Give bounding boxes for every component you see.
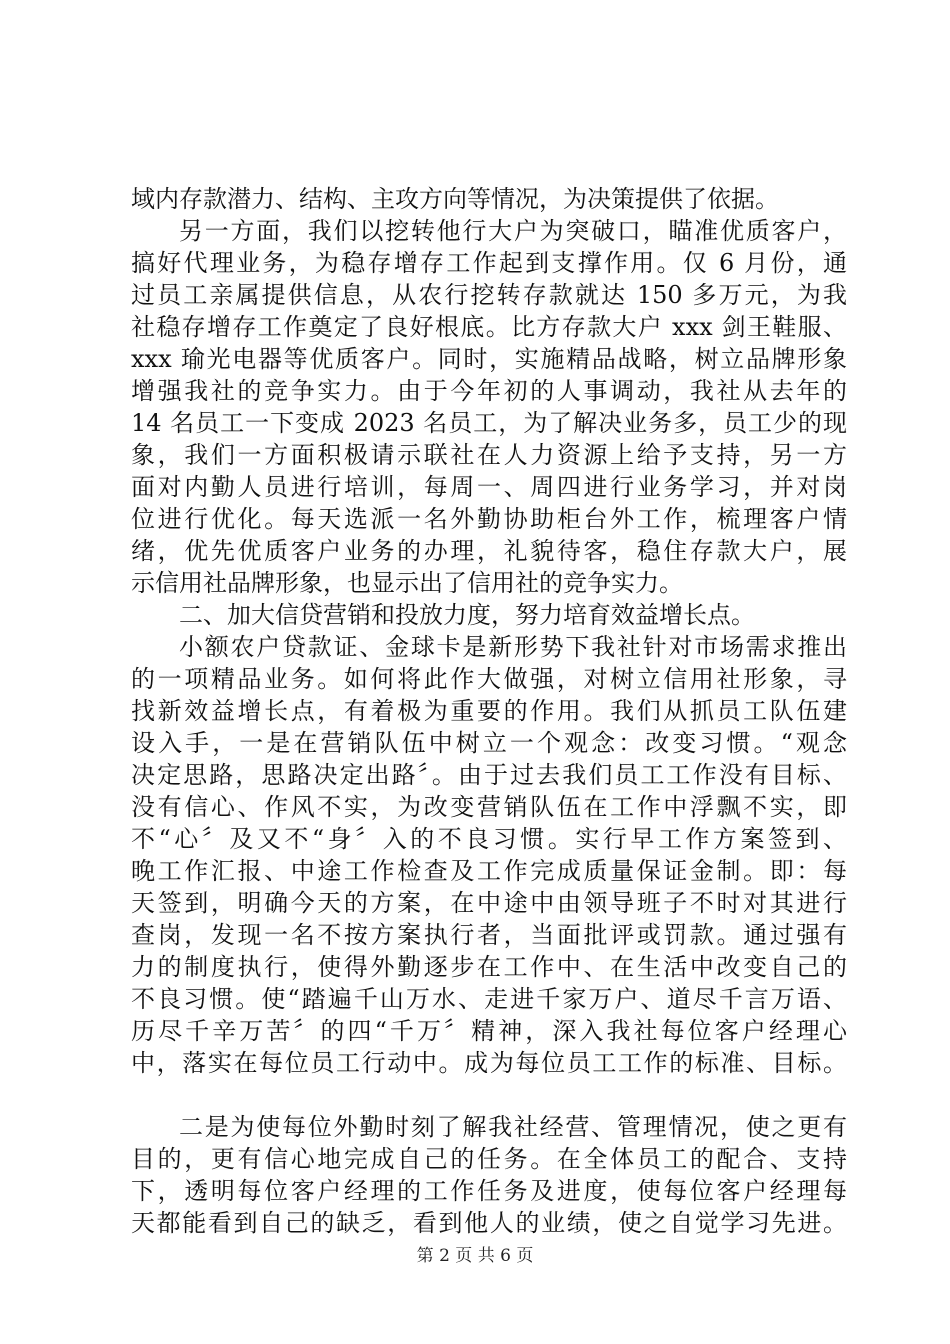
text-line: 另一方面，我们以挖转他行大户为突破口，瞄准优质客户， [179,217,847,245]
text-line: 不“心〞及又不“身〞入的不良习惯。实行早工作方案签到、 [131,825,847,853]
text-line: 象，我们一方面积极请示联社在人力资源上给予支持，另一方 [131,441,847,469]
text-line: 决定思路，思路决定出路〞。由于过去我们员工工作没有目标、 [131,761,847,789]
text-line: 天签到，明确今天的方案，在中途中由领导班子不时对其进行 [131,889,847,917]
text-line: 中，落实在每位员工行动中。成为每位员工工作的标准、目标。 [131,1049,847,1077]
text-line: 不良习惯。使“踏遍千山万水、走进千家万户、道尽千言万语、 [131,985,847,1013]
text-line: 历尽千辛万苦〞的四“千万〞精神，深入我社每位客户经理心 [131,1017,847,1045]
text-line: 目的，更有信心地完成自己的任务。在全体员工的配合、支持 [131,1145,847,1173]
text-line: 过员工亲属提供信息，从农行挖转存款就达 150 多万元，为我 [131,281,847,309]
text-line: 14 名员工一下变成 2023 名员工，为了解决业务多，员工少的现 [131,409,847,437]
text-line: 二是为使每位外勤时刻了解我社经营、管理情况，使之更有 [179,1113,847,1141]
text-line: 力的制度执行，使得外勤逐步在工作中、在生活中改变自己的 [131,953,847,981]
text-line: 域内存款潜力、结构、主攻方向等情况，为决策提供了依据。 [131,185,779,213]
text-line: 绪，优先优质客户业务的办理，礼貌待客，稳住存款大户，展 [131,537,847,565]
text-line: 搞好代理业务，为稳存增存工作起到支撑作用。仅 6 月份，通 [131,249,847,277]
text-line: 示信用社品牌形象，也显示出了信用社的竞争实力。 [131,569,683,597]
text-line: 晚工作汇报、中途工作检查及工作完成质量保证金制。即：每 [131,857,847,885]
text-line: 设入手，一是在营销队伍中树立一个观念：改变习惯。“观念 [131,729,847,757]
text-line: 位进行优化。每天选派一名外勤协助柜台外工作，梳理客户情 [131,505,847,533]
text-line: 没有信心、作风不实，为改变营销队伍在工作中浮飘不实，即 [131,793,847,821]
text-line: 下，透明每位客户经理的工作任务及进度，使每位客户经理每 [131,1177,847,1205]
section-heading: 二、加大信贷营销和投放力度，努力培育效益增长点。 [179,601,755,629]
page-number-footer: 第 2 页 共 6 页 [416,1246,534,1266]
text-line: 查岗，发现一名不按方案执行者，当面批评或罚款。通过强有 [131,921,847,949]
text-line: 的一项精品业务。如何将此作大做强，对树立信用社形象，寻 [131,665,847,693]
text-line: 面对内勤人员进行培训，每周一、周四进行业务学习，并对岗 [131,473,847,501]
text-line: 找新效益增长点，有着极为重要的作用。我们从抓员工队伍建 [131,697,847,725]
text-line: 增强我社的竞争实力。由于今年初的人事调动，我社从去年的 [131,377,847,405]
text-line: xxx 瑜光电器等优质客户。同时，实施精品战略，树立品牌形象 [131,345,847,373]
text-line: 天都能看到自己的缺乏，看到他人的业绩，使之自觉学习先进。 [131,1209,847,1237]
text-line: 社稳存增存工作奠定了良好根底。比方存款大户 xxx 剑王鞋服、 [131,313,847,341]
text-line: 小额农户贷款证、金球卡是新形势下我社针对市场需求推出 [179,633,847,661]
